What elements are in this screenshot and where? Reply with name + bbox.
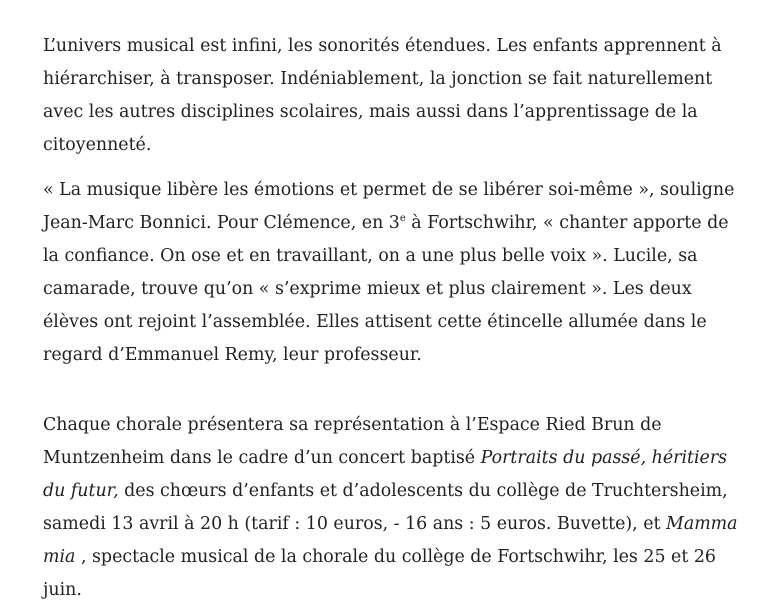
paragraph-text: , spectacle musical de la chorale du collège de Fortschwihr, les 25 et 26 juin.	[43, 547, 716, 600]
article-body	[43, 30, 743, 607]
paragraph-text: L’univers musical est infini, les sonorités étendues. Les enfants apprennent à hiérarchiser, à transposer. Indéniablement, la jonction se fait naturellement avec les autres disciplines scolaires, mais aussi dans l’apprentissage de la citoyenneté.	[43, 36, 722, 155]
paragraph-spacer	[43, 372, 743, 409]
paragraph-text: à Fortschwihr, « chanter apporte de la confiance. On ose et en travaillant, on a une plus belle voix ». Lucile, sa camarade, trouve qu’on « s’exprime mieux et plus clairement ». Les deux élèves ont rejoint l’assemblée. Elles attisent cette étincelle allumée dans le regard d’Emmanuel Remy, leur professeur.	[43, 213, 729, 365]
paragraph-concert-info	[43, 409, 743, 607]
show-title: Mamma mia	[43, 514, 738, 567]
ordinal-superscript: e	[399, 213, 406, 224]
paragraph-text: Chaque chorale présentera sa représentation à l’Espace Ried Brun de Muntzenheim dans le cadre d’un concert baptisé	[43, 415, 662, 468]
paragraph-text: « La musique libère les émotions et permet de se libérer soi-même », souligne Jean-Marc Bonnici. Pour Clémence, en 3	[43, 180, 735, 233]
paragraph-music-education	[43, 30, 743, 162]
paragraph-quotes	[43, 174, 743, 372]
concert-title: Portraits du passé, héritiers du futur,	[43, 448, 728, 501]
paragraph-text: des chœurs d’enfants et d’adolescents du collège de Truchtersheim, samedi 13 avril à 20 h (tarif : 10 euros, - 16 ans : 5 euros. Buvette), et	[43, 481, 728, 534]
